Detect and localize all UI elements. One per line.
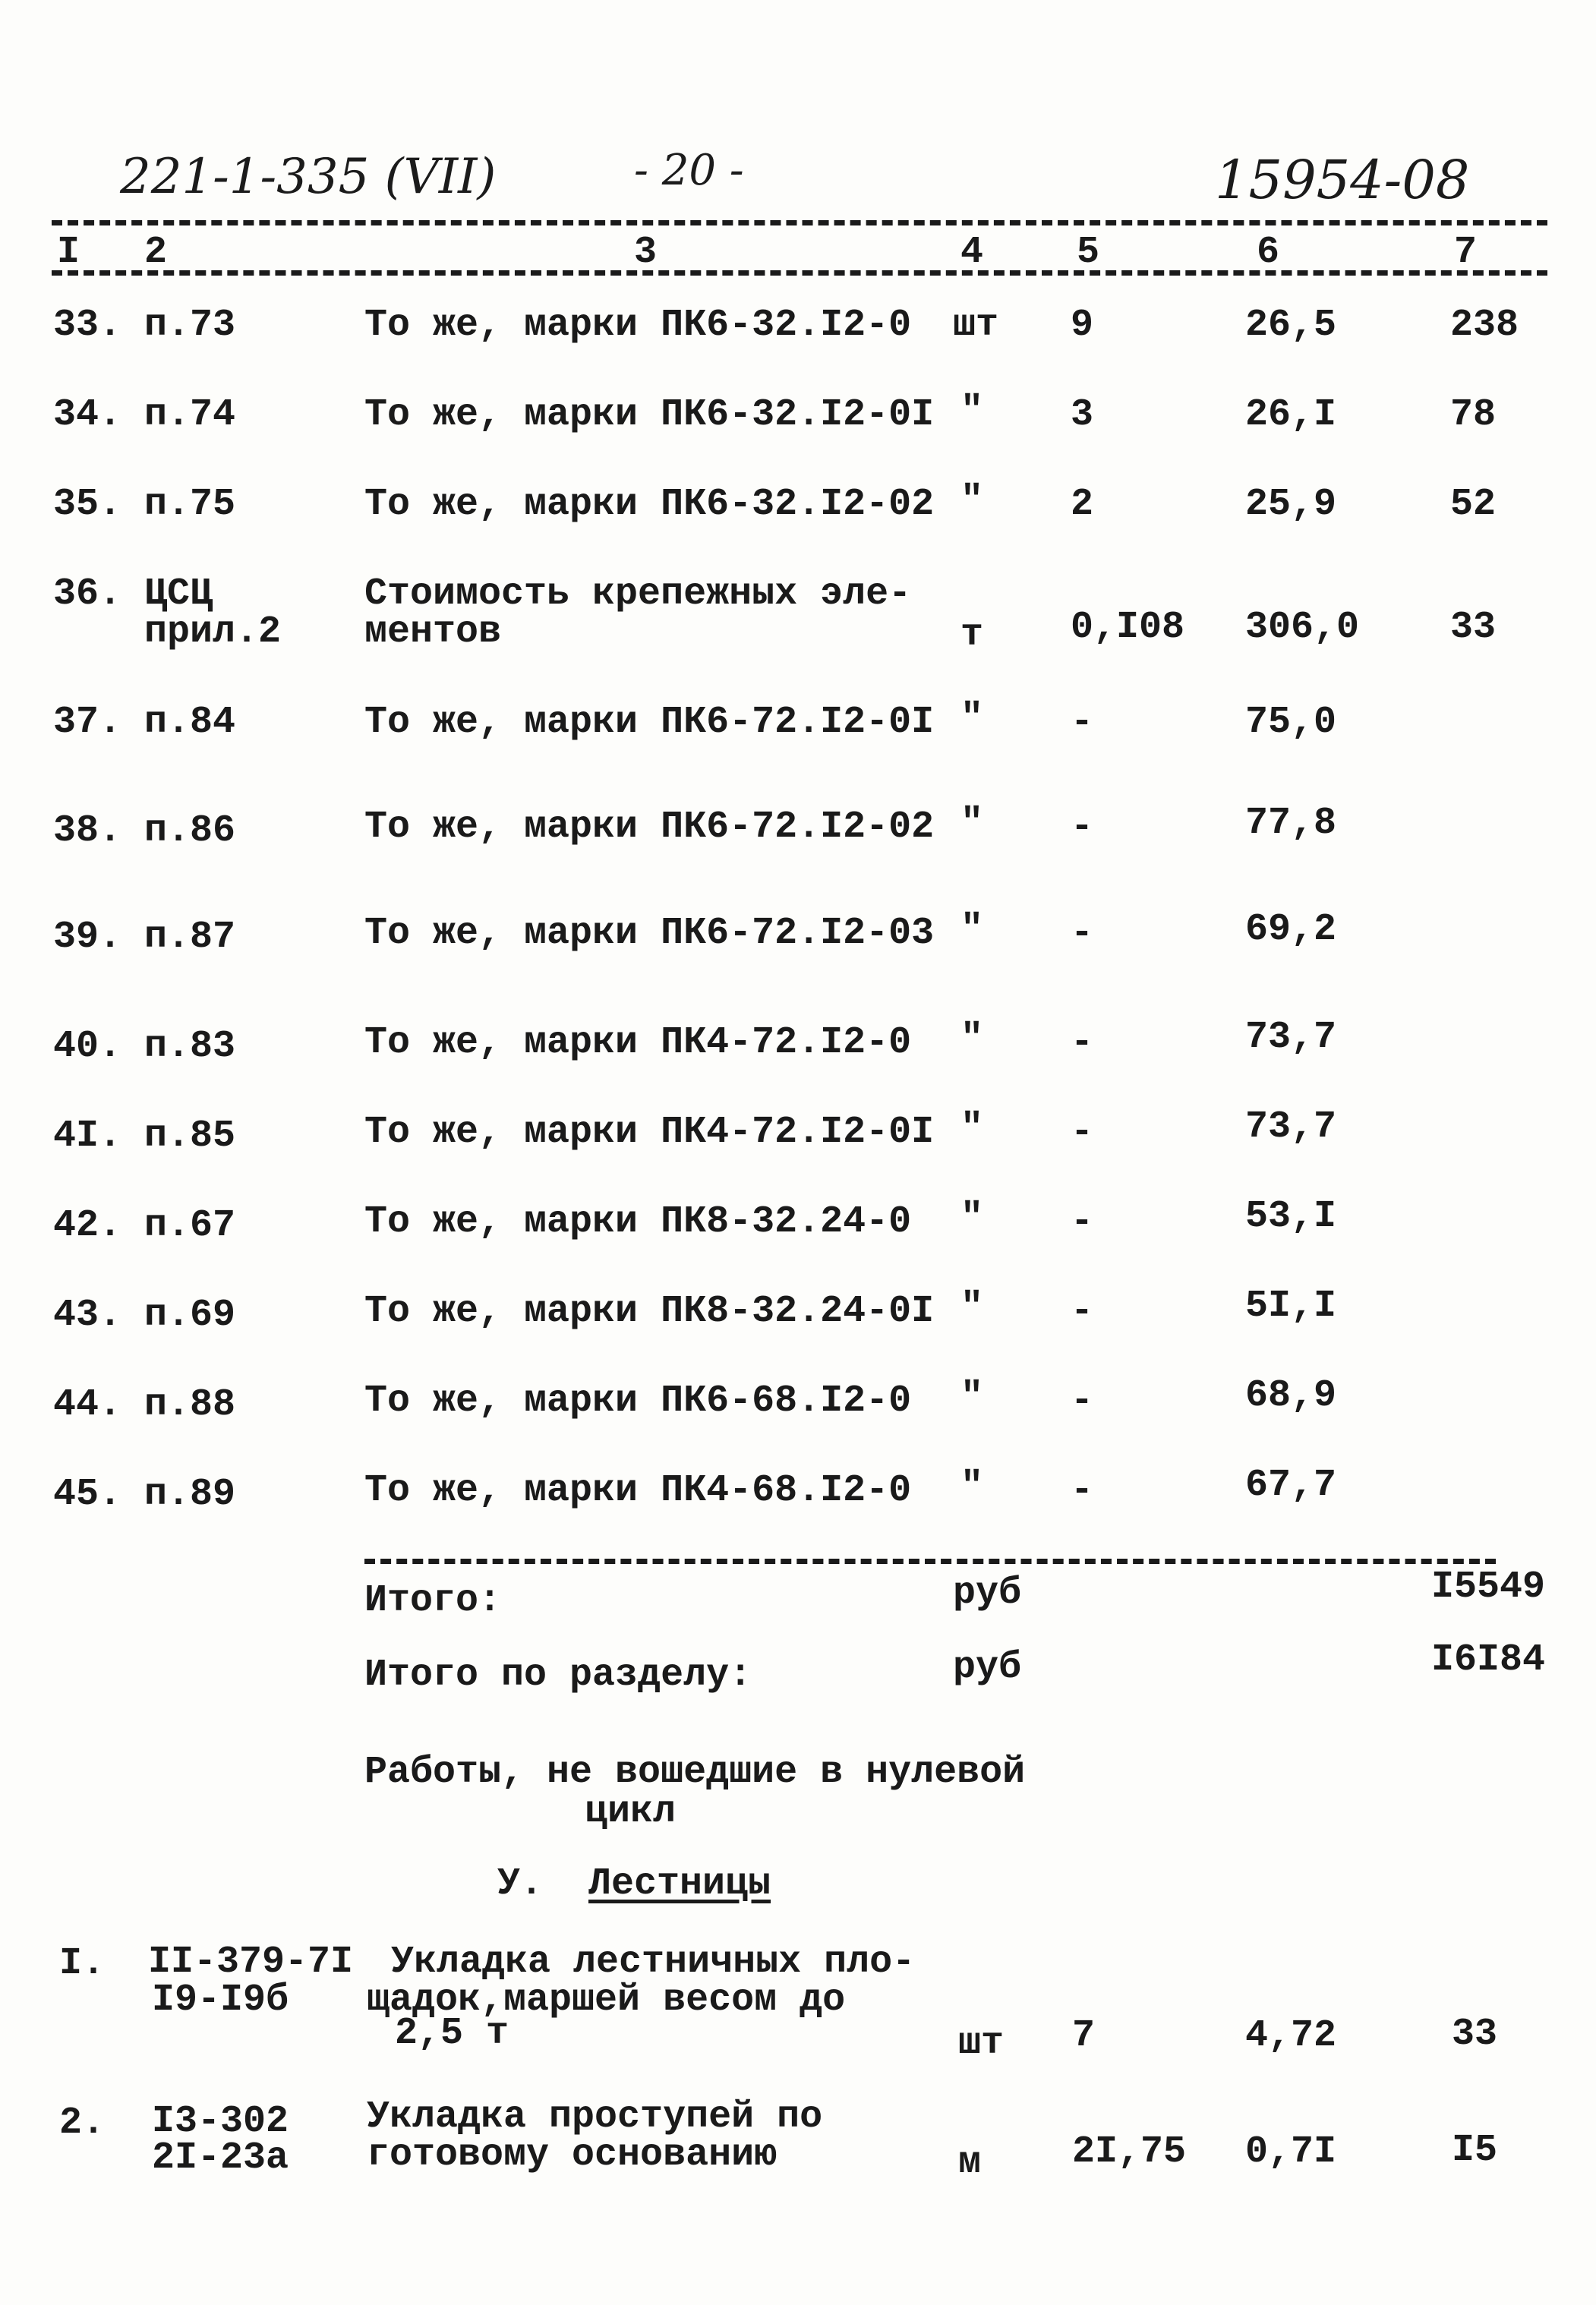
row-price: 68,9 (1245, 1374, 1337, 1417)
row-number: 43. (53, 1294, 122, 1337)
row-description: То же, марки ПК8-32.24-0 (364, 1200, 912, 1244)
col-header-4: 4 (960, 231, 984, 274)
row-unit: " (960, 908, 984, 951)
row-description: То же, марки ПК8-32.24-0I (364, 1290, 935, 1333)
col-header-3: 3 (634, 231, 658, 274)
row-description: То же, марки ПК4-72.I2-0I (364, 1111, 935, 1154)
row-reference: п.86 (144, 809, 236, 853)
row-price: 67,7 (1245, 1464, 1337, 1507)
row-reference: п.85 (144, 1115, 236, 1158)
totals-rule (364, 1559, 1496, 1564)
subtotal-unit: руб (953, 1572, 1022, 1615)
row-reference: п.83 (144, 1025, 236, 1068)
row-quantity: - (1071, 1021, 1094, 1064)
col-header-5: 5 (1077, 231, 1100, 274)
row-description: То же, марки ПК6-32.I2-02 (364, 483, 935, 526)
row-unit: шт (958, 2022, 1005, 2065)
row-quantity: - (1071, 1290, 1094, 1333)
row-unit: " (960, 1465, 984, 1509)
row-price: 5I,I (1245, 1285, 1337, 1328)
row-unit: " (960, 1107, 984, 1150)
row-reference: п.87 (144, 916, 236, 959)
row-reference: п.73 (144, 304, 236, 347)
row-number: 37. (53, 701, 122, 744)
row-reference: I3-302 (152, 2100, 289, 2143)
row-unit: т (960, 613, 984, 657)
row-unit: " (960, 389, 984, 433)
row-number: 34. (53, 393, 122, 437)
row-reference: II-379-7I (148, 1941, 354, 1984)
row-price: 73,7 (1245, 1016, 1337, 1059)
row-description: То же, марки ПК6-68.I2-0 (364, 1380, 912, 1423)
row-price: 0,7I (1245, 2130, 1337, 2174)
row-quantity: 0,I08 (1071, 606, 1185, 649)
section-note-line1: Работы, не вошедшие в нулевой (364, 1751, 1026, 1794)
subtotal-label: Итого: (364, 1579, 502, 1622)
row-description: То же, марки ПК6-72.I2-02 (364, 806, 935, 849)
row-price: 69,2 (1245, 908, 1337, 951)
archive-number: 15954-08 (1215, 149, 1470, 211)
row-quantity: 2I,75 (1072, 2130, 1187, 2174)
row-number: 35. (53, 483, 122, 526)
col-header-1: I (57, 231, 80, 274)
section-number: У. (497, 1862, 544, 1906)
row-reference: п.74 (144, 393, 236, 437)
row-quantity: - (1071, 806, 1094, 849)
row-reference: п.89 (144, 1473, 236, 1516)
section-total-value: I6I84 (1431, 1638, 1546, 1682)
subtotal-value: I5549 (1431, 1566, 1546, 1609)
row-number: 4I. (53, 1115, 122, 1158)
row-description: То же, марки ПК4-68.I2-0 (364, 1469, 912, 1512)
row-price: 25,9 (1245, 483, 1337, 526)
row-price: 73,7 (1245, 1105, 1337, 1149)
row-number: 42. (53, 1204, 122, 1247)
row-number: 36. (53, 572, 122, 616)
col-header-2: 2 (144, 231, 168, 274)
row-number: I. (59, 1942, 106, 1985)
row-unit: шт (953, 304, 999, 347)
row-reference: ЦСЦ (144, 572, 213, 616)
row-reference: п.75 (144, 483, 236, 526)
section-total-unit: руб (953, 1646, 1022, 1689)
row-description: Укладка лестничных пло- (391, 1941, 916, 1984)
row-number: 40. (53, 1025, 122, 1068)
row-price: 53,I (1245, 1195, 1337, 1238)
row-description: То же, марки ПК6-32.I2-0I (364, 393, 935, 437)
row-quantity: - (1071, 1469, 1094, 1512)
row-price: 4,72 (1245, 2014, 1337, 2057)
row-reference: п.69 (144, 1294, 236, 1337)
row-price: 306,0 (1245, 606, 1360, 649)
row-total: 78 (1450, 393, 1497, 437)
row-description: Укладка проступей по (367, 2095, 823, 2139)
row-unit: " (960, 1017, 984, 1061)
section-note-line2: цикл (585, 1790, 677, 1834)
row-price: 77,8 (1245, 802, 1337, 845)
row-number: 38. (53, 809, 122, 853)
page-number: - 20 - (634, 146, 744, 195)
row-description: Стоимость крепежных эле- (364, 572, 912, 616)
header-bottom-rule (52, 270, 1547, 276)
row-number: 45. (53, 1473, 122, 1516)
row-description-line2: ментов (364, 610, 502, 654)
row-description: То же, марки ПК6-32.I2-0 (364, 304, 912, 347)
row-description-line2: готовому основанию (367, 2133, 777, 2177)
row-quantity: 7 (1072, 2014, 1096, 2057)
row-description: То же, марки ПК6-72.I2-0I (364, 701, 935, 744)
row-total: 52 (1450, 483, 1497, 526)
row-unit: " (960, 479, 984, 522)
row-price: 75,0 (1245, 701, 1337, 744)
row-description-line3: 2,5 т (395, 2012, 509, 2055)
section-title: Лестницы (588, 1862, 771, 1906)
row-reference: п.88 (144, 1383, 236, 1427)
row-total: 238 (1450, 304, 1519, 347)
col-header-6: 6 (1257, 231, 1280, 274)
row-number: 39. (53, 916, 122, 959)
row-number: 44. (53, 1383, 122, 1427)
row-total: 33 (1450, 606, 1497, 649)
row-quantity: 3 (1071, 393, 1094, 437)
row-quantity: - (1071, 1111, 1094, 1154)
row-quantity: 9 (1071, 304, 1094, 347)
row-description-line2: щадок,маршей весом до (367, 1979, 846, 2022)
row-quantity: 2 (1071, 483, 1094, 526)
row-description: То же, марки ПК6-72.I2-03 (364, 912, 935, 955)
row-quantity: - (1071, 1200, 1094, 1244)
row-quantity: - (1071, 1380, 1094, 1423)
col-header-7: 7 (1454, 231, 1478, 274)
row-unit: " (960, 697, 984, 740)
row-unit: м (958, 2141, 982, 2184)
row-quantity: - (1071, 912, 1094, 955)
row-unit: " (960, 1286, 984, 1329)
row-quantity: - (1071, 701, 1094, 744)
row-number: 2. (59, 2102, 106, 2145)
row-reference: п.84 (144, 701, 236, 744)
row-reference: п.67 (144, 1204, 236, 1247)
row-reference-line2: I9-I9б (152, 1979, 289, 2022)
header-top-rule (52, 220, 1547, 225)
row-unit: " (960, 1376, 984, 1419)
row-price: 26,I (1245, 393, 1337, 437)
row-unit: " (960, 802, 984, 845)
row-reference-line2: прил.2 (144, 610, 282, 654)
row-total: I5 (1452, 2129, 1498, 2172)
row-unit: " (960, 1197, 984, 1240)
row-number: 33. (53, 304, 122, 347)
row-total: 33 (1452, 2013, 1498, 2056)
section-total-label: Итого по разделу: (364, 1654, 752, 1697)
row-reference-line2: 2I-23а (152, 2136, 289, 2180)
document-code: 221-1-335 (VII) (120, 149, 497, 205)
row-price: 26,5 (1245, 304, 1337, 347)
row-description: То же, марки ПК4-72.I2-0 (364, 1021, 912, 1064)
